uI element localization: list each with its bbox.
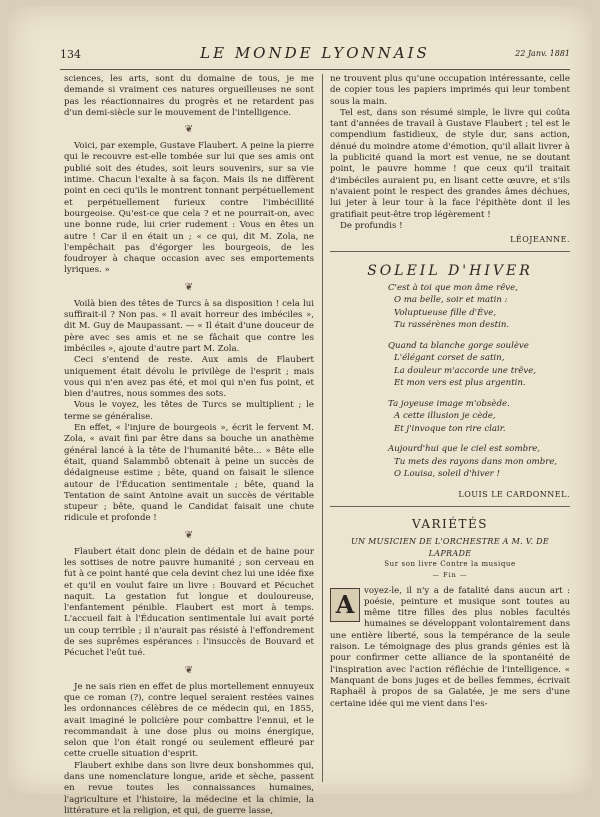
paragraph: Flaubert exhibe dans son livre deux bonshommes qui, dans une nomenclature longue, aride et sèche, passent en revue toutes les connaissances humaines, l'agriculture et l'histoire, la médecine et la chimie, la littérature et la religion, et qui, de guerre lasse, bbox=[64, 760, 314, 816]
header-rule bbox=[60, 69, 570, 70]
drop-cap: A bbox=[330, 588, 360, 622]
poem-stanza bbox=[388, 398, 570, 436]
page-header bbox=[60, 44, 570, 66]
poem-line: L'élégant corset de satin, bbox=[394, 353, 505, 364]
poem-stanza bbox=[388, 340, 570, 390]
left-block-4 bbox=[64, 547, 314, 660]
article-body bbox=[330, 586, 570, 710]
paragraph: ne trouvent plus qu'une occupation intéressante, celle de copier tous les papiers imprimés qui leur tombent sous la main. bbox=[330, 74, 570, 107]
section-title: VARIÉTÉS bbox=[411, 517, 489, 532]
poem-line: Et j'invoque ton rire clair. bbox=[394, 423, 506, 434]
right-block-1 bbox=[330, 74, 570, 232]
article-subtitle: UN MUSICIEN DE L'ORCHESTRE A M. V. DE LAPRADE bbox=[351, 537, 549, 558]
paragraph: Voilà bien des têtes de Turcs à sa disposition ! cela lui suffirait-il ? Non pas. « Il avait horreur des imbéciles », dit M. Guy de Maupassant. — « Il était d'une douceur de père avec ses amis et ne se fâchait que contre les imbéciles », ajoute d'autre part M. Zola. bbox=[64, 298, 314, 354]
section-rule bbox=[330, 506, 570, 507]
poem-author: LOUIS LE CARDONNEL. bbox=[458, 489, 570, 499]
poem-title: SOLEIL D'HIVER bbox=[367, 263, 533, 280]
left-block-3 bbox=[64, 299, 314, 525]
article-subsubtitle: Sur son livre Contre la musique bbox=[384, 559, 516, 568]
paragraph: Ceci s'entend de reste. Aux amis de Flaubert uniquement était dévolu le privilège de l'esprit ; mais vous qui n'en avez pas été, et moi qui n'en fus point, et bien d'autres, nous sommes des sots. bbox=[64, 355, 314, 400]
column-divider bbox=[322, 74, 323, 782]
ornament-icon: ❦ bbox=[184, 664, 194, 676]
ornament-icon: ❦ bbox=[184, 281, 194, 293]
paragraph: Tel est, dans son résumé simple, le livre qui coûta tant d'années de travail à Gustave Flaubert ; tel est le compendium fastidieux, de style dur, sans action, dénué du moindre atome d'émotion, qu'il allait livrer à la publicité quand la mort est venue, ne se doutant point, le pauvre homme ! que ceux qu'il traitait d'imbéciles auraient pu, en lisant cette œuvre, et s'ils n'avaient point le respect des grandes âmes déchues, lui jeter à leur tour à la face l'épithète dont il les gratifiait peut-être trop légèrement ! bbox=[330, 107, 570, 220]
paragraph: Vous le voyez, les têtes de Turcs se multiplient ; le terme se généralise. bbox=[64, 400, 314, 422]
paragraph: Flaubert était donc plein de dédain et de haine pour les sottises de notre pauvre humanité ; son cerveau en fut à ce point hanté que cela devint chez lui une idée fixe et qu'il en voulut faire un livre : Bouvard et Pécuchet naquit. La gestation fut longue et douloureuse, l'enfantement pénible. Flaubert est mort à temps. L'accueil fait à l'Éducation sentimentale lui avait porté un coup terrible ; il n'aurait pas résisté à l'effondrement de ses suprêmes espérances : l'insuccès de Bouvard et Pécuchet l'eût tué. bbox=[64, 546, 314, 659]
poem-line: La douleur m'accorde une trêve, bbox=[394, 365, 537, 376]
poem-line: Et mon vers est plus argentin. bbox=[394, 378, 526, 389]
left-block-2 bbox=[64, 141, 314, 277]
right-column bbox=[330, 74, 570, 710]
poem-stanza bbox=[388, 282, 570, 332]
poem-line: Tu mets des rayons dans mon ombre, bbox=[394, 456, 558, 467]
poem-line: A cette illusion je cède, bbox=[394, 411, 496, 422]
article-fin-note: — Fin — bbox=[432, 571, 468, 580]
page-number: 134 bbox=[60, 48, 81, 61]
poem-line: Tu rassérènes mon destin. bbox=[394, 320, 510, 331]
poem-line: Voluptueuse fille d'Ève, bbox=[394, 307, 497, 318]
left-column bbox=[64, 74, 314, 817]
paragraph: Voici, par exemple, Gustave Flaubert. A peine la pierre qui le recouvre est-elle tombée sur lui que ses amis ont publié soit des études, soit leurs souvenirs, sur sa vie intime. Chacun l'exalte à sa façon. Mais ils ne diffèrent point en ceci qu'ils le montrent tonnant perpétuellement et perpétuellement furieux contre l'imbécillité bourgeoise. Qu'est-ce que cela ? et ne pourrait-on, avec une bonne rude, lui crier rudement : Vous en êtes un autre ! Car il en était un ; « ce qui, dit M. Zola, ne l'empêchait pas d'égorger les bourgeois, de les foudroyer à chaque occasion avec ses emportements lyriques. » bbox=[64, 141, 314, 276]
left-block-5 bbox=[64, 682, 314, 817]
left-block-1 bbox=[64, 74, 314, 119]
poem-line: Quand ta blanche gorge soulève bbox=[388, 340, 529, 351]
poem-line: O ma belle, soir et matin : bbox=[394, 295, 508, 306]
journal-title: LE MONDE LYONNAIS bbox=[200, 44, 430, 62]
poem-line: Ta joyeuse image m'obsède. bbox=[388, 398, 510, 409]
paragraph: sciences, les arts, sont du domaine de tous, je me demande si vraiment ces natures orgueilleuses ne sont pas les réactionnaires du progrès et ne retardent pas d'un demi-siècle sur le mouvement de l'intelligence. bbox=[64, 74, 314, 118]
poem-line: O Louisa, soleil d'hiver ! bbox=[394, 469, 500, 480]
poem-line: Aujourd'hui que le ciel est sombre, bbox=[388, 444, 541, 455]
poem-line: C'est à toi que mon âme rêve, bbox=[388, 282, 518, 293]
article-text: voyez-le, il n'y a de fatalité dans aucun art : poésie, peinture et musique sont toutes au même titre filles des plus nobles facultés humaines se développant volontairement dans une entière liberté, sous la tempérance de la seule raison. Le témoignage des plus grands génies est là pour confirmer cette alliance de la spontanéité de l'inspiration avec l'action réfléchie de l'intelligence. « Manquant de bons juges et de belles femmes, écrivait Raphaël à propos de sa Galatée, je me sers d'une certaine idée qui me vient dans l'es- bbox=[330, 585, 570, 709]
ornament-icon: ❦ bbox=[184, 124, 194, 136]
paragraph: Je ne sais rien en effet de plus mortellement ennuyeux que ce roman (?), contre lequel seraient restées vaines les ordonnances célèbres de ce médecin qui, en 1855, avait imaginé le policière pour combattre l'ennui, et le recommandait à une dose plus ou moins énergique, selon que l'on était rongé ou seulement effleuré par cette cruelle situation d'esprit. bbox=[64, 681, 314, 760]
ornament-icon: ❦ bbox=[184, 529, 194, 541]
poem-stanza bbox=[388, 443, 570, 481]
paragraph: De profundis ! bbox=[340, 220, 403, 231]
paragraph: En effet, « l'injure de bourgeois », écrit le fervent M. Zola, « avait fini par être dans sa bouche un anathème général lancé à la tête de l'humanité bête... » Bête elle était, quand Salammbô obtenait à peine un succès de dédaigneuse estime ; bête, quand on faisait le silence autour de l'Éducation sentimentale ; bête, quand la Tentation de saint Antoine avait un succès de véritable stupeur ; bête, quand le Candidat faisait une chute ridicule et profonde ! bbox=[64, 423, 314, 524]
poem-stanzas bbox=[330, 282, 570, 481]
poem-rule bbox=[330, 251, 570, 252]
issue-date: 22 Janv. 1881 bbox=[515, 49, 570, 58]
newspaper-page bbox=[8, 6, 592, 816]
article-signature: LÉOJEANNE. bbox=[510, 235, 570, 245]
